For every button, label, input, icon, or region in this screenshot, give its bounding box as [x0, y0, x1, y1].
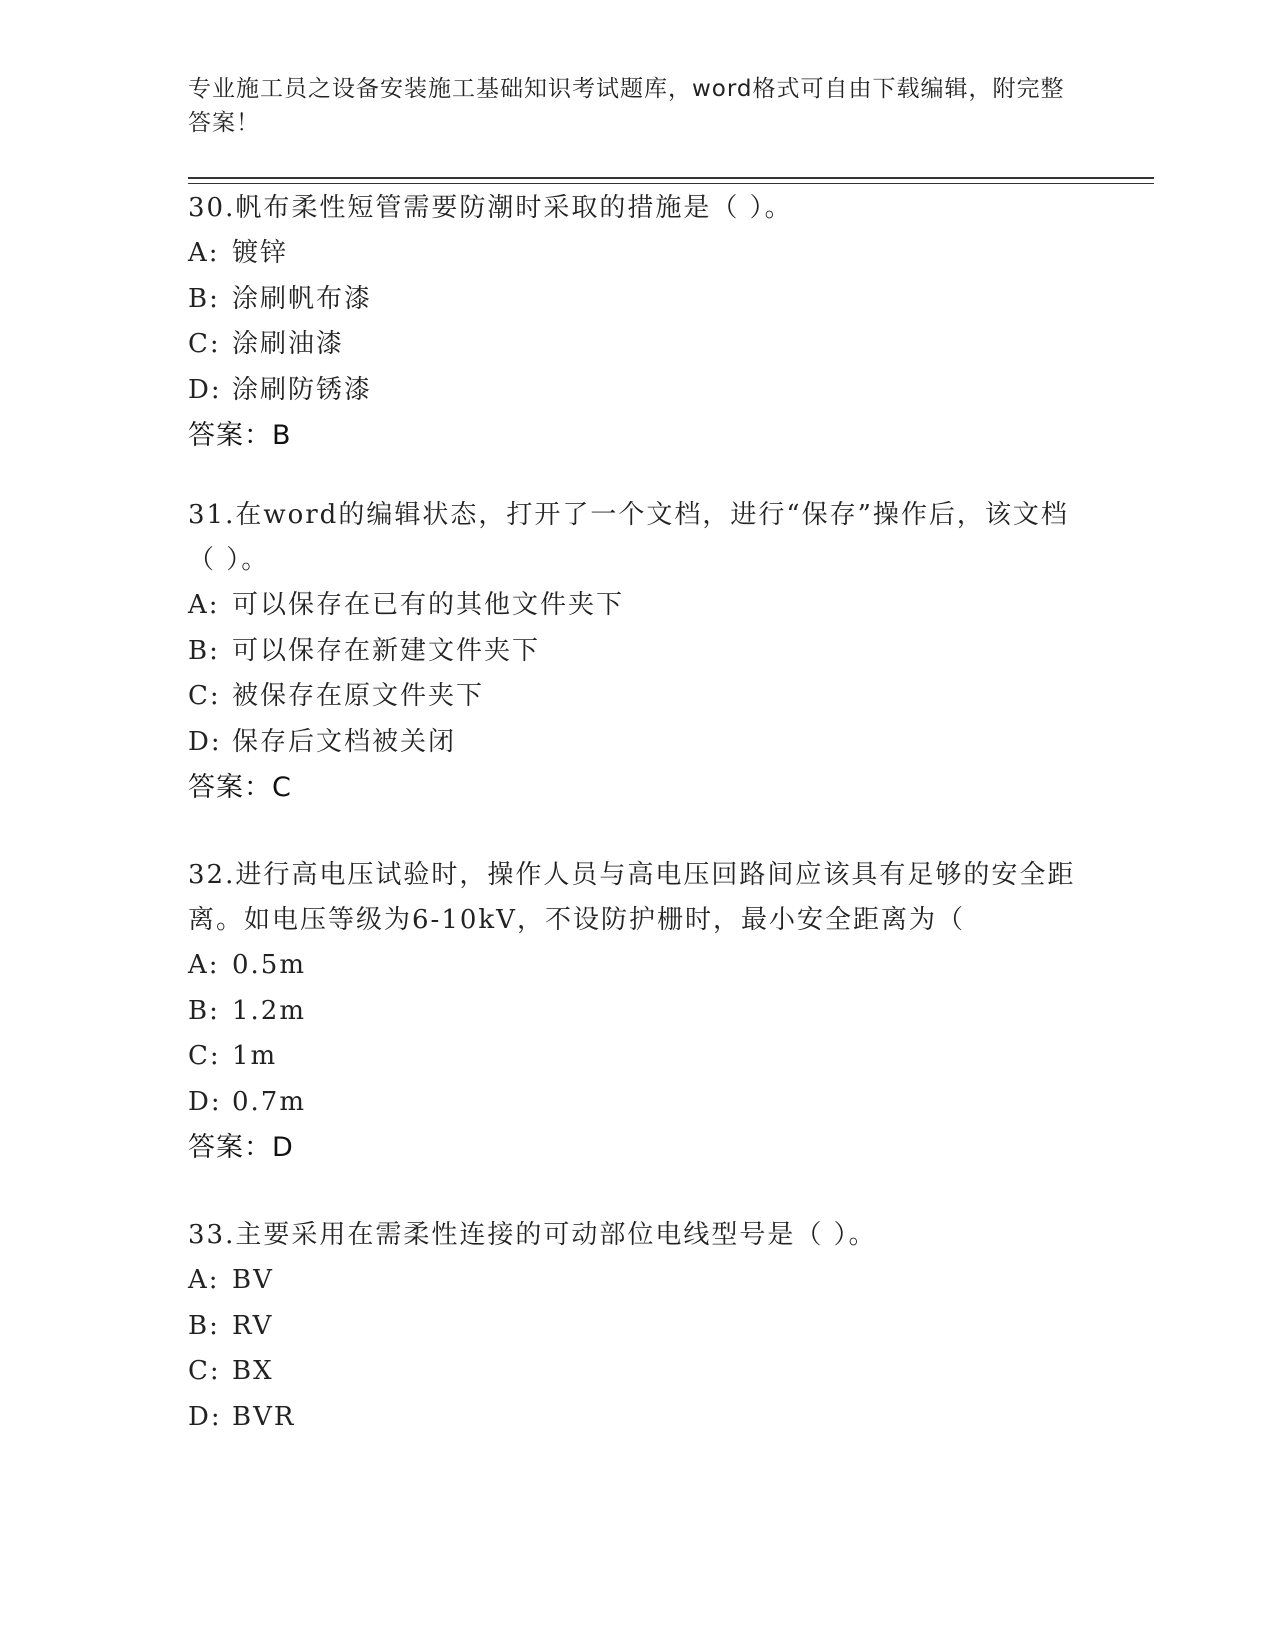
option-letter: D: [188, 1401, 222, 1432]
question-32 [188, 853, 1088, 1170]
option-d [188, 368, 1088, 414]
option-letter: C: [188, 1041, 221, 1071]
question-33 [188, 1213, 1088, 1440]
document-header: 专业施工员之设备安装施工基础知识考试题库，word格式可自由下载编辑，附完整答案！ [188, 76, 1065, 136]
option-letter: D: [188, 1086, 222, 1117]
question-stem: 30.帆布柔性短管需要防潮时采取的措施是（ ）。 [188, 193, 793, 223]
option-text: 0.5m [232, 950, 307, 980]
option-text: 0.7m [232, 1086, 307, 1117]
question-stem: 33.主要采用在需柔性连接的可动部位电线型号是（ ）。 [188, 1220, 877, 1250]
question-stem: 32.进行高电压试验时，操作人员与高电压回路间应该具有足够的安全距离。如电压等级为6-10kV，不设防护栅时，最小安全距离为（ [188, 860, 1076, 935]
header-divider-thick [188, 177, 1154, 179]
option-c [188, 674, 1088, 720]
option-letter: A: [188, 950, 220, 980]
option-c [188, 1349, 1088, 1395]
answer-label: 答案：D [188, 1132, 294, 1163]
option-text: 被保存在原文件夹下 [232, 681, 485, 711]
option-letter: D: [188, 374, 222, 405]
option-letter: B: [188, 1310, 220, 1341]
answer-label: 答案：C [188, 772, 292, 803]
option-text: 涂刷防锈漆 [232, 374, 373, 405]
option-text: BV [232, 1265, 274, 1295]
option-b [188, 1304, 1088, 1350]
question-stem: 31.在word的编辑状态，打开了一个文档，进行“保存”操作后，该文档（ ）。 [188, 500, 1069, 575]
option-text: 1.2m [232, 995, 307, 1026]
option-b [188, 277, 1088, 323]
option-d [188, 1395, 1088, 1441]
option-letter: B: [188, 635, 220, 666]
answer-label: 答案：B [188, 420, 292, 451]
option-b [188, 989, 1088, 1035]
option-text: 1m [232, 1041, 278, 1071]
option-text: RV [232, 1310, 274, 1341]
option-a [188, 1258, 1088, 1304]
option-text: BX [232, 1356, 274, 1386]
question-31 [188, 493, 1088, 810]
option-d [188, 1080, 1088, 1126]
option-c [188, 1034, 1088, 1080]
option-text: 保存后文档被关闭 [232, 726, 457, 757]
option-b [188, 629, 1088, 675]
option-text: 可以保存在新建文件夹下 [232, 635, 541, 666]
option-letter: A: [188, 590, 220, 620]
option-text: BVR [232, 1401, 296, 1432]
option-c [188, 322, 1088, 368]
option-a [188, 943, 1088, 989]
option-letter: A: [188, 1265, 220, 1295]
option-letter: B: [188, 995, 220, 1026]
option-text: 涂刷帆布漆 [232, 283, 373, 314]
option-letter: A: [188, 238, 220, 268]
option-a [188, 583, 1088, 629]
option-text: 涂刷油漆 [232, 329, 345, 359]
header-divider-thin [188, 183, 1154, 184]
option-text: 可以保存在已有的其他文件夹下 [232, 590, 625, 620]
option-letter: C: [188, 329, 221, 359]
option-a [188, 231, 1088, 277]
option-letter: C: [188, 1356, 221, 1386]
option-letter: D: [188, 726, 222, 757]
option-letter: B: [188, 283, 220, 314]
option-letter: C: [188, 681, 221, 711]
question-30 [188, 186, 1088, 458]
option-text: 镀锌 [232, 238, 289, 268]
option-d [188, 720, 1088, 766]
